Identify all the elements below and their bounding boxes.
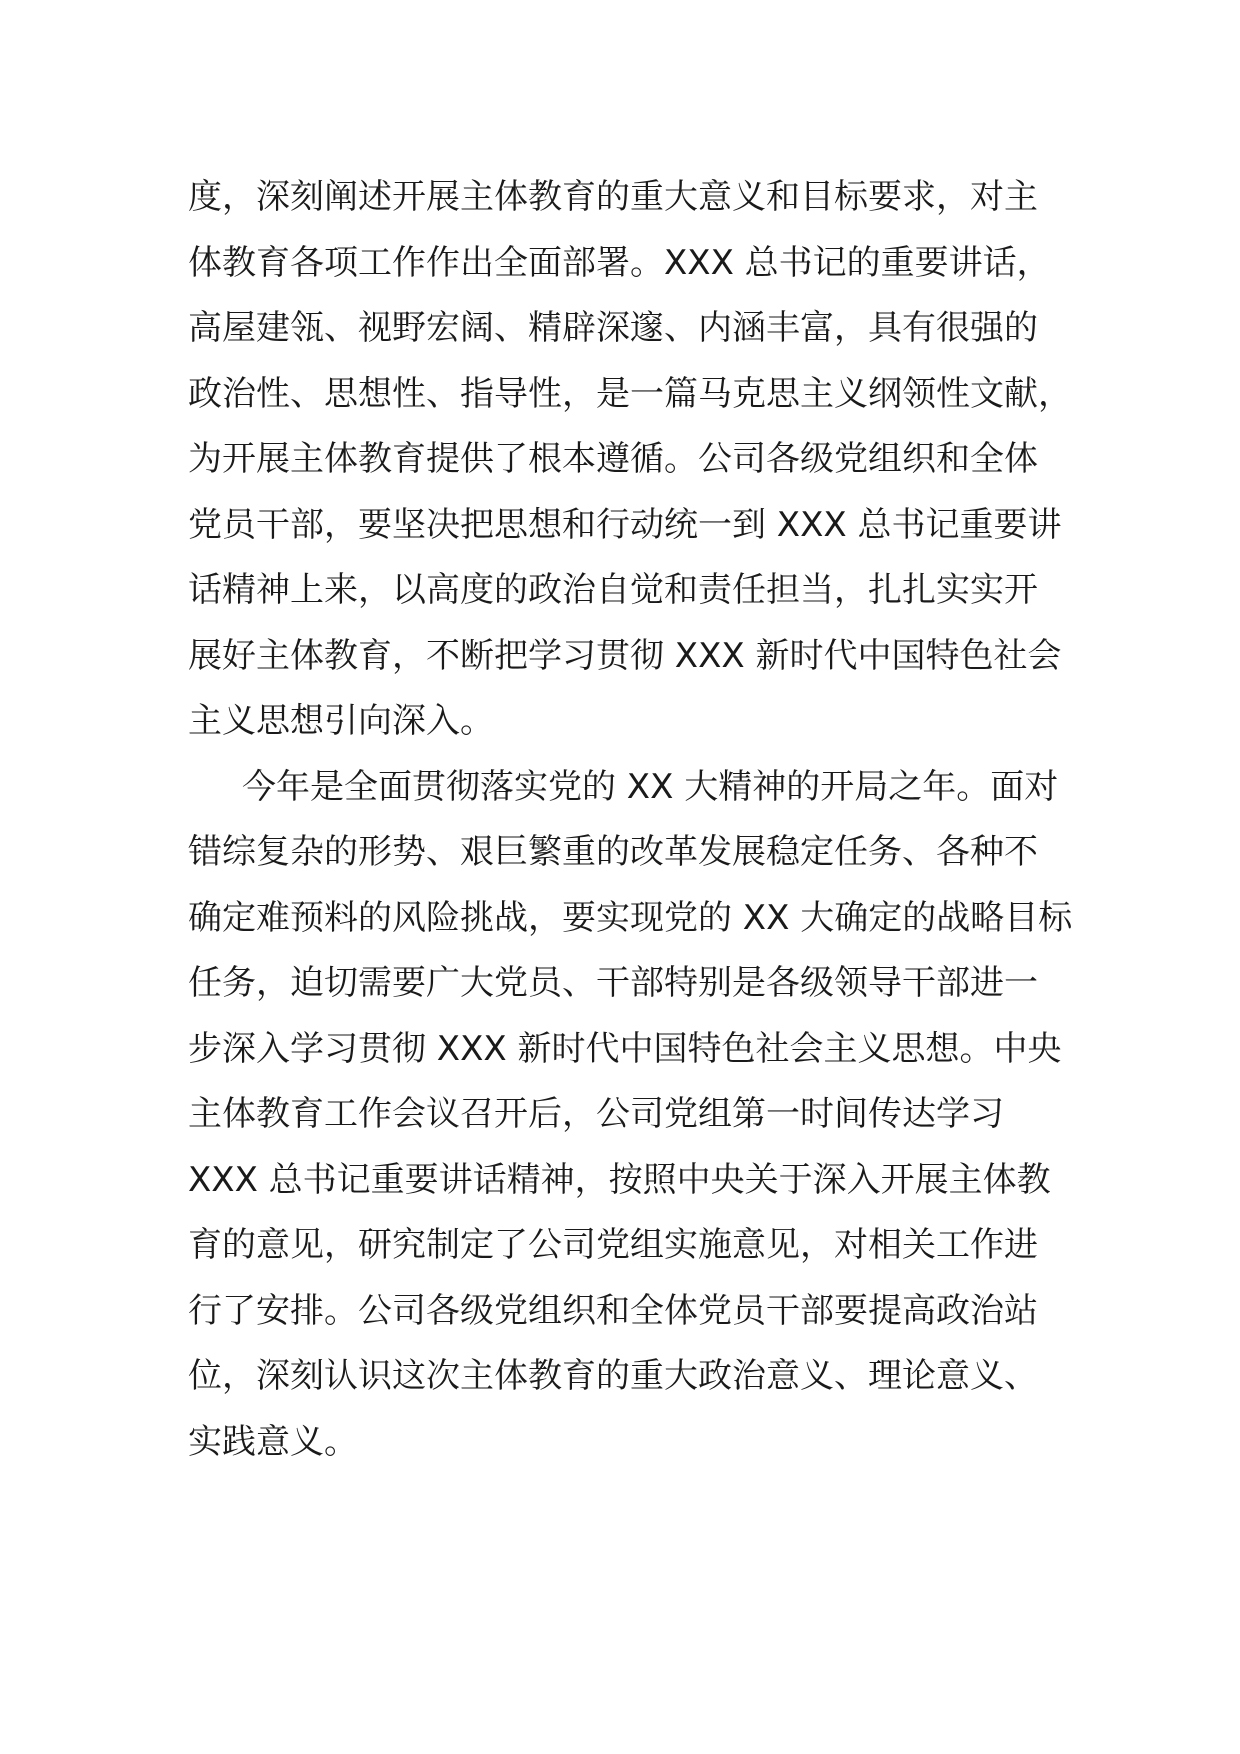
text-line: 位，深刻认识这次主体教育的重大政治意义、理论意义、 (188, 1356, 1038, 1396)
text-line: 高屋建瓴、视野宏阔、精辟深邃、内涵丰富，具有很强的 (188, 308, 1038, 348)
text-line: 党员干部，要坚决把思想和行动统一到 XXX 总书记重要讲 (188, 504, 1062, 545)
document-body (188, 165, 1073, 1475)
text-line: 确定难预料的风险挑战，要实现党的 XX 大确定的战略目标 (188, 897, 1073, 938)
paragraph-1 (188, 165, 1072, 755)
paragraph-2 (188, 755, 1073, 1476)
text-line: 度，深刻阐述开展主体教育的重大意义和目标要求，对主 (188, 177, 1038, 217)
text-line: 任务，迫切需要广大党员、干部特别是各级领导干部进一 (188, 963, 1038, 1003)
text-line: 今年是全面贯彻落实党的 XX 大精神的开局之年。面对 (242, 766, 1059, 807)
text-line: 主体教育工作会议召开后，公司党组第一时间传达学习 (188, 1094, 1004, 1134)
text-line: 话精神上来，以高度的政治自觉和责任担当，扎扎实实开 (188, 570, 1038, 610)
text-line: 为开展主体教育提供了根本遵循。公司各级党组织和全体 (188, 439, 1038, 479)
text-line: 步深入学习贯彻 XXX 新时代中国特色社会主义思想。中央 (188, 1028, 1062, 1069)
text-line: 错综复杂的形势、艰巨繁重的改革发展稳定任务、各种不 (188, 832, 1038, 872)
text-line: 主义思想引向深入。 (188, 701, 494, 741)
text-line: 实践意义。 (188, 1421, 358, 1462)
text-line: 行了安排。公司各级党组织和全体党员干部要提高政治站 (188, 1290, 1038, 1331)
text-line: 政治性、思想性、指导性，是一篇马克思主义纲领性文献， (188, 373, 1072, 414)
text-line: 展好主体教育，不断把学习贯彻 XXX 新时代中国特色社会 (188, 635, 1062, 676)
text-line: XXX 总书记重要讲话精神，按照中央关于深入开展主体教 (188, 1159, 1051, 1200)
text-line: 体教育各项工作作出全面部署。XXX 总书记的重要讲话， (188, 242, 1051, 283)
text-line: 育的意见，研究制定了公司党组实施意见，对相关工作进 (188, 1225, 1038, 1265)
